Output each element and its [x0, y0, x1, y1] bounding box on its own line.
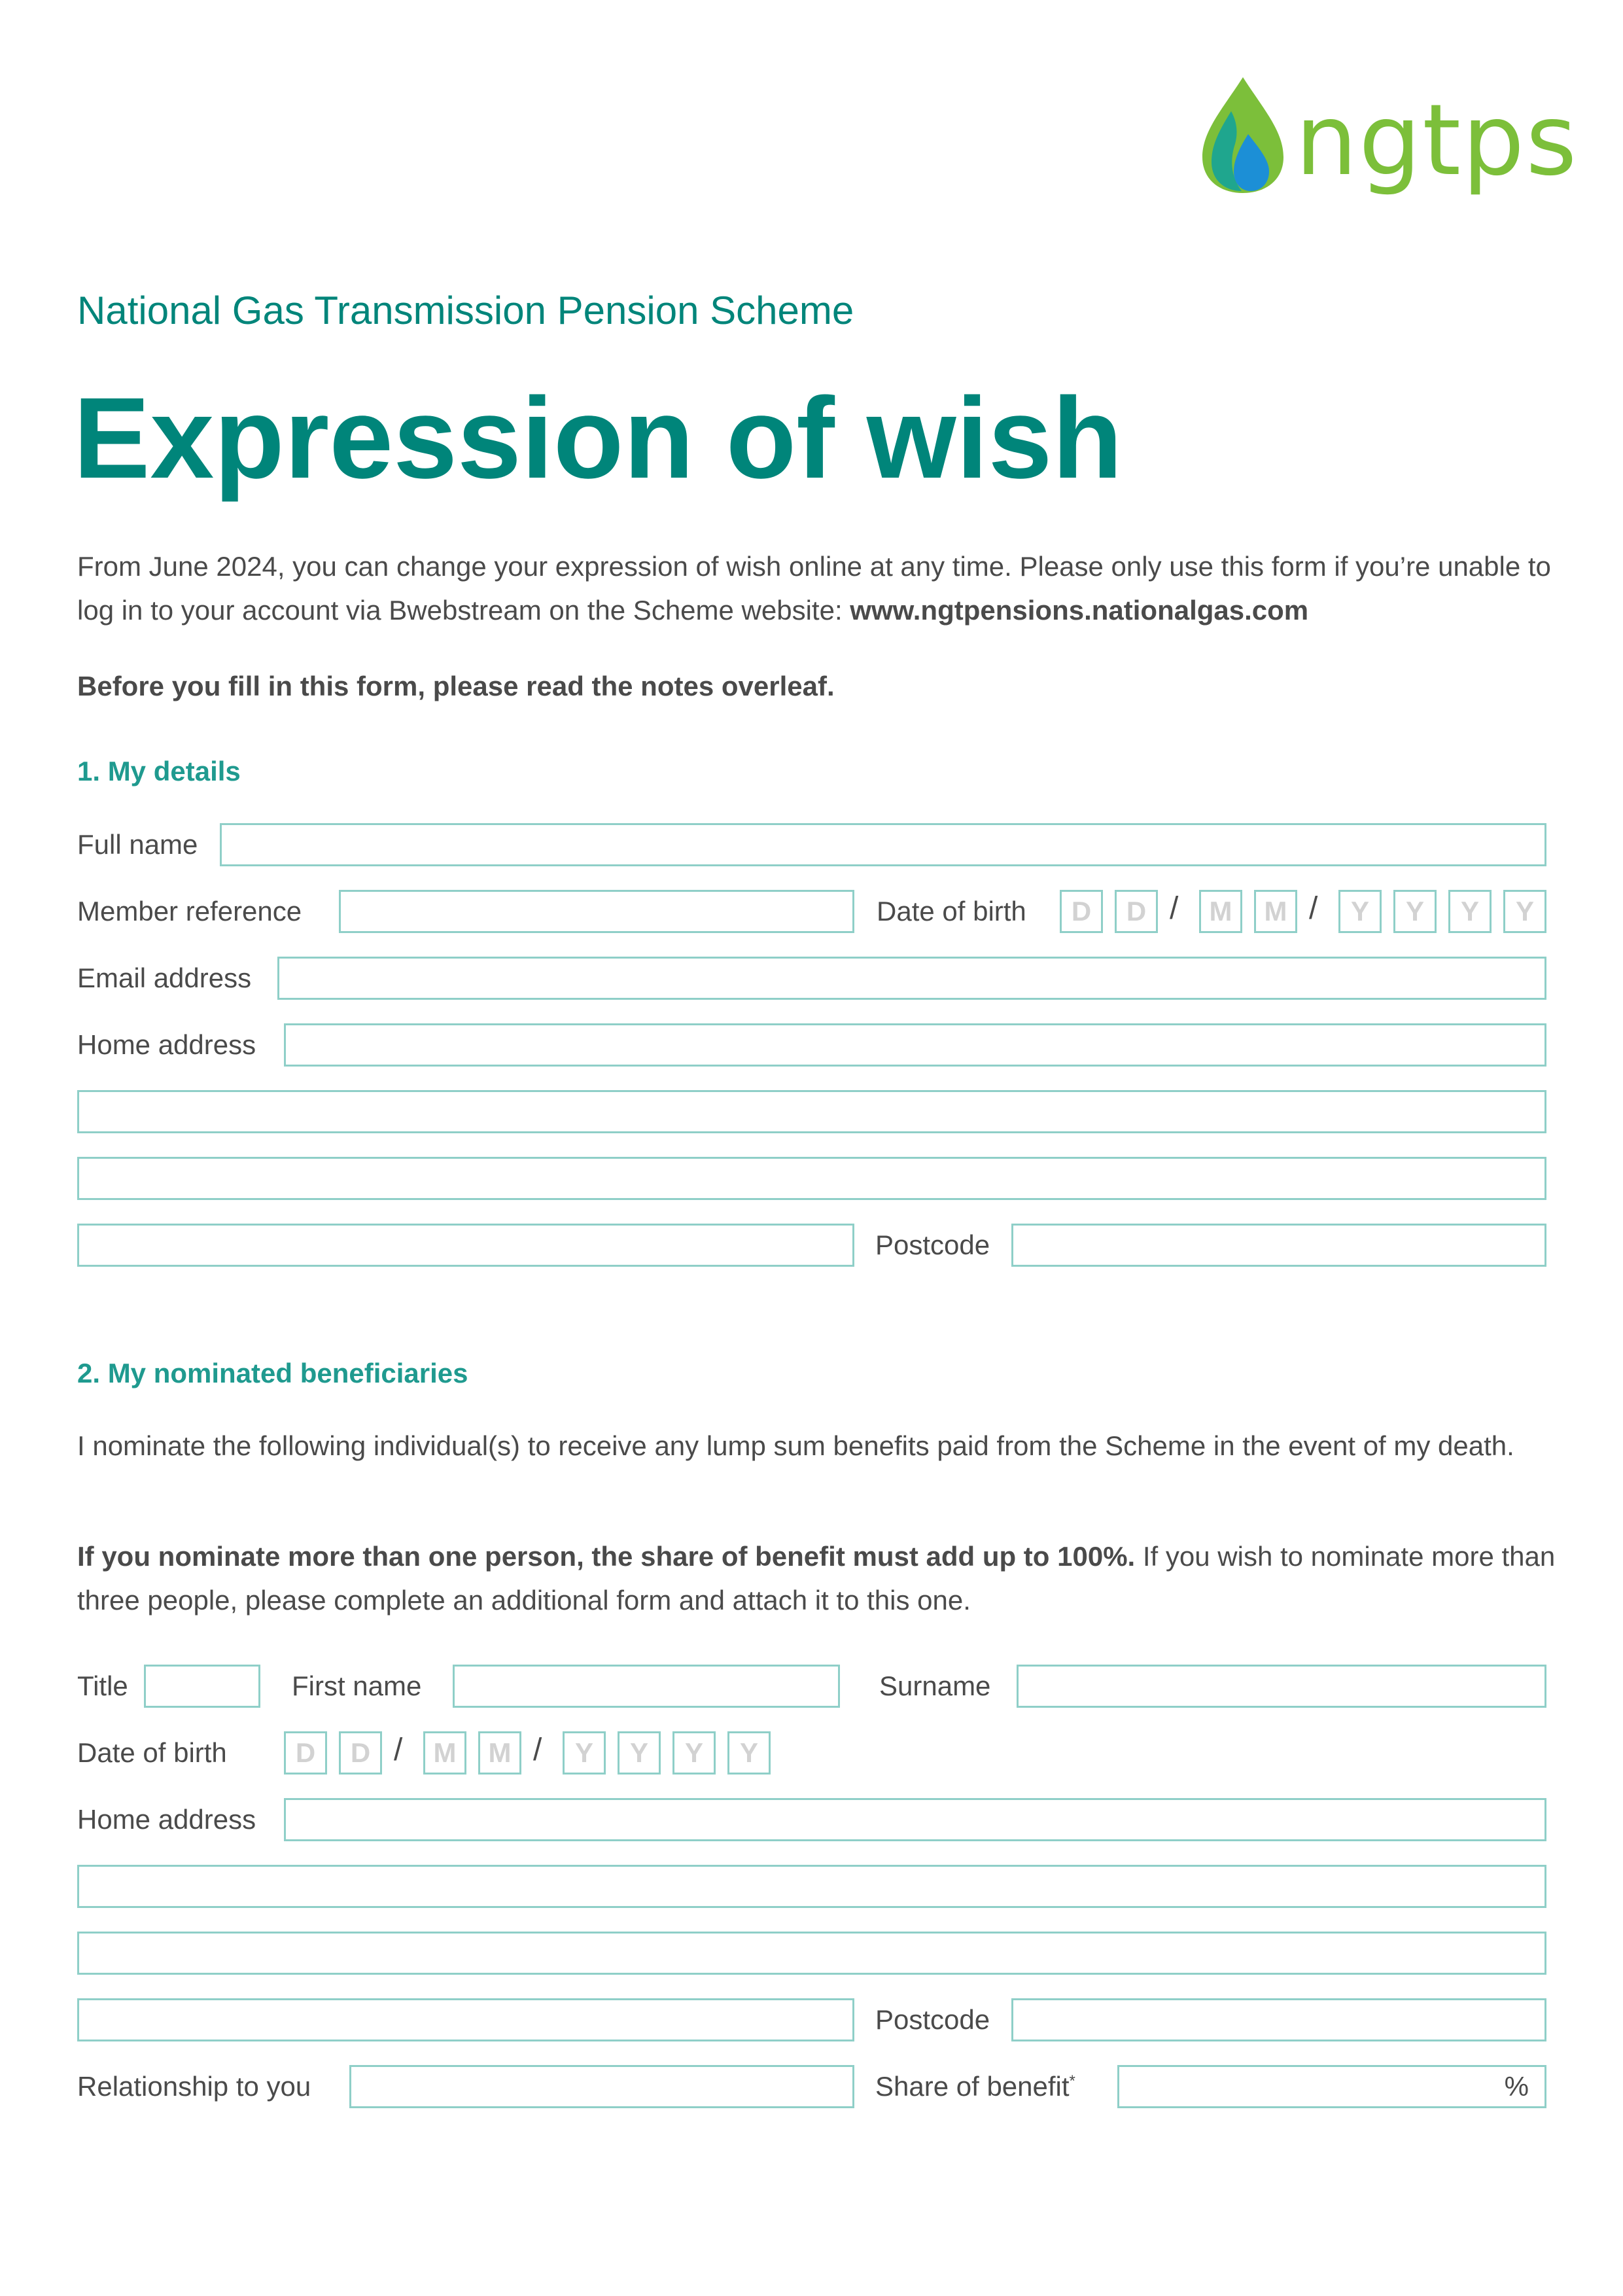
- member-reference-field[interactable]: [339, 890, 854, 933]
- member-dob-y3[interactable]: Y: [1448, 890, 1492, 933]
- postcode-field[interactable]: [1011, 1224, 1546, 1267]
- email-field[interactable]: [277, 957, 1546, 1000]
- beneficiary-address-line1[interactable]: [284, 1798, 1546, 1841]
- beneficiary-home-address-label: Home address: [77, 1804, 256, 1835]
- website-link[interactable]: www.ngtpensions.nationalgas.com: [850, 595, 1309, 626]
- share-of-benefit-label: [875, 2065, 1075, 2108]
- beneficiary-dob-y3[interactable]: Y: [672, 1731, 716, 1775]
- beneficiary-dob-y1[interactable]: Y: [563, 1731, 606, 1775]
- beneficiaries-intro: I nominate the following individual(s) to receive any lump sum benefits paid from the Scheme in the event of my death.: [77, 1430, 1514, 1461]
- beneficiary-postcode-label: Postcode: [875, 2004, 990, 2035]
- member-dob-d1[interactable]: D: [1060, 890, 1103, 933]
- beneficiary-title-field[interactable]: [144, 1665, 260, 1708]
- home-address-line3[interactable]: [77, 1157, 1546, 1200]
- member-dob-y1[interactable]: Y: [1338, 890, 1382, 933]
- beneficiary-postcode-field[interactable]: [1011, 1998, 1546, 2041]
- member-dob-sep2: /: [1309, 891, 1318, 926]
- relationship-field[interactable]: [349, 2065, 854, 2108]
- member-dob-label: Date of birth: [877, 896, 1026, 927]
- intro-paragraph: [77, 544, 1556, 632]
- flame-icon: [1197, 72, 1289, 196]
- beneficiary-dob-d2[interactable]: D: [339, 1731, 382, 1775]
- home-address-line1[interactable]: [284, 1023, 1546, 1067]
- home-address-line4[interactable]: [77, 1224, 854, 1267]
- beneficiary-address-line4[interactable]: [77, 1998, 854, 2041]
- home-address-label: Home address: [77, 1029, 256, 1060]
- section-beneficiaries-heading: 2. My nominated beneficiaries: [77, 1358, 468, 1388]
- beneficiary-dob-m1[interactable]: M: [423, 1731, 466, 1775]
- relationship-label: Relationship to you: [77, 2071, 311, 2102]
- member-dob-y2[interactable]: Y: [1393, 890, 1437, 933]
- scheme-name: National Gas Transmission Pension Scheme: [77, 289, 854, 332]
- beneficiary-dob-y4[interactable]: Y: [727, 1731, 771, 1775]
- full-name-label: Full name: [77, 829, 198, 860]
- percent-symbol: %: [1504, 2071, 1529, 2102]
- additional-form-text: If you wish to nominate more than three people, please complete an additional form and attach it to this one.: [77, 1541, 1556, 1616]
- full-name-field[interactable]: [220, 823, 1546, 866]
- beneficiary-dob-y2[interactable]: Y: [618, 1731, 661, 1775]
- beneficiary-dob-d1[interactable]: D: [284, 1731, 327, 1775]
- member-reference-label: Member reference: [77, 896, 302, 927]
- page-title: Expression of wish: [73, 374, 1123, 503]
- beneficiary-first-name-label: First name: [292, 1670, 422, 1701]
- beneficiary-dob-sep1: /: [394, 1733, 403, 1767]
- member-dob-y4[interactable]: Y: [1503, 890, 1546, 933]
- share-rule-text: If you nominate more than one person, the share of benefit must add up to 100%.: [77, 1541, 1136, 1572]
- beneficiaries-share-note: [77, 1534, 1556, 1622]
- beneficiary-address-line2[interactable]: [77, 1865, 1546, 1908]
- home-address-line2[interactable]: [77, 1090, 1546, 1133]
- ngtps-logo: [1197, 72, 1579, 203]
- beneficiary-first-name-field[interactable]: [453, 1665, 840, 1708]
- beneficiary-title-label: Title: [77, 1670, 128, 1701]
- beneficiary-address-line3[interactable]: [77, 1932, 1546, 1975]
- beneficiary-dob-sep2: /: [533, 1733, 542, 1767]
- member-dob-sep1: /: [1170, 891, 1179, 926]
- beneficiary-dob-m2[interactable]: M: [478, 1731, 521, 1775]
- share-label-text: Share of benefit: [875, 2071, 1070, 2102]
- share-of-benefit-field[interactable]: [1117, 2065, 1546, 2108]
- email-label: Email address: [77, 963, 252, 993]
- member-dob-m2[interactable]: M: [1254, 890, 1297, 933]
- member-dob-m1[interactable]: M: [1199, 890, 1242, 933]
- logo-wordmark: ngtps: [1295, 84, 1579, 198]
- share-footnote-marker: *: [1069, 2072, 1075, 2090]
- section-my-details-heading: 1. My details: [77, 756, 241, 786]
- intro-text: From June 2024, you can change your expression of wish online at any time. Please only use this form if you’re unable to log in to your account via Bwebstream on the Scheme website:: [77, 551, 1551, 626]
- beneficiary-surname-field[interactable]: [1017, 1665, 1546, 1708]
- read-notes-notice: Before you fill in this form, please read the notes overleaf.: [77, 671, 835, 701]
- member-dob-d2[interactable]: D: [1115, 890, 1158, 933]
- postcode-label: Postcode: [875, 1229, 990, 1260]
- beneficiary-surname-label: Surname: [879, 1670, 991, 1701]
- beneficiary-dob-label: Date of birth: [77, 1737, 227, 1768]
